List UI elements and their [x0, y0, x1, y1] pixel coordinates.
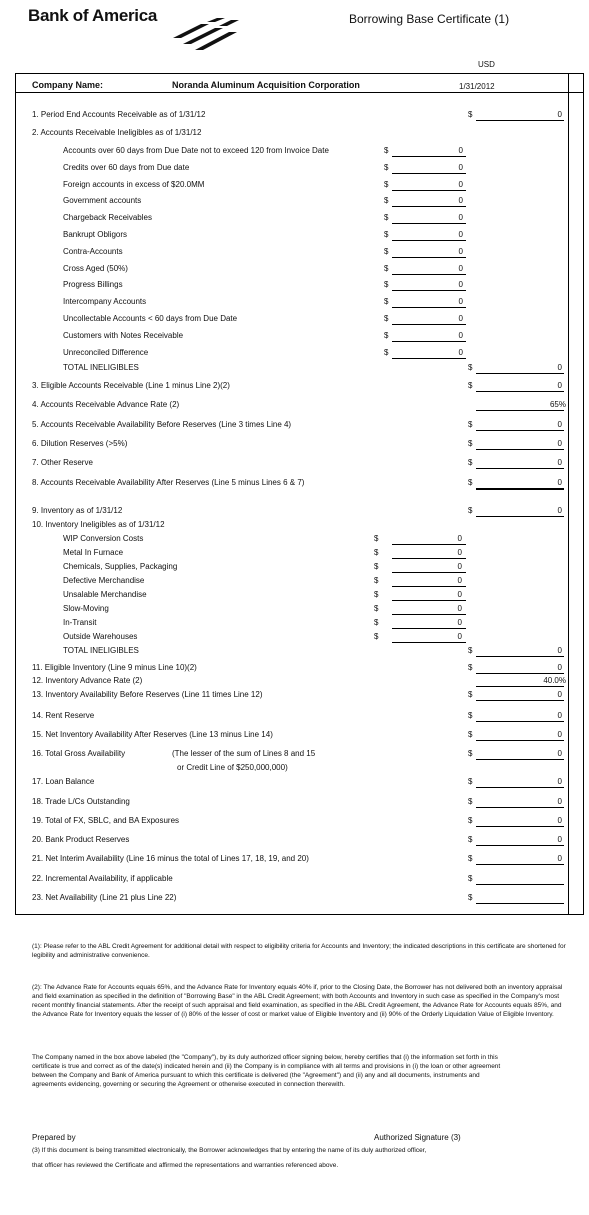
line-6-dollar: $: [468, 439, 473, 448]
ar-ineligible-label: Intercompany Accounts: [63, 297, 147, 307]
ar-ineligible-label: Accounts over 60 days from Due Date not to exceed 120 from Invoice Date: [63, 146, 329, 155]
line-20-label: 20. Bank Product Reserves: [32, 835, 130, 844]
ar-ineligible-label: Bankrupt Obligors: [63, 230, 128, 239]
inv-ineligible-value: 0: [457, 548, 462, 557]
line-5-underline: [476, 430, 564, 431]
line-15-underline: [476, 740, 564, 741]
inv-ineligible-value: 0: [457, 632, 462, 641]
line-17-dollar: $: [468, 777, 473, 786]
line-6-label: 6. Dilution Reserves (>5%): [32, 439, 128, 448]
line-13-value: 0: [557, 690, 562, 699]
line-14-value: 0: [557, 711, 562, 720]
line-16-value: 0: [557, 749, 562, 758]
line-11-value: 0: [557, 663, 562, 672]
inv-ineligible-label: Chemicals, Supplies, Packaging: [63, 562, 178, 571]
line-1-label: 1. Period End Accounts Receivable as of 1/31/12: [32, 110, 206, 119]
ar-ineligible-dollar: $: [384, 330, 389, 340]
line-22-dollar: $: [468, 874, 473, 883]
line-16-note-2: or Credit Line of $250,000,000): [177, 763, 288, 772]
line-4-underline: [476, 410, 564, 411]
line-8-underline: [476, 488, 564, 490]
line-19-label: 19. Total of FX, SBLC, and BA Exposures: [32, 816, 180, 825]
ar-ineligible-underline: [392, 223, 466, 224]
ar-ineligible-value: 0: [458, 146, 463, 155]
line-15-value: 0: [557, 730, 562, 739]
line-4-label: 4. Accounts Receivable Advance Rate (2): [32, 400, 180, 409]
ar-ineligible-dollar: $: [384, 297, 389, 307]
line-10-label: 10. Inventory Ineligibles as of 1/31/12: [32, 520, 165, 529]
ar-ineligible-label: Cross Aged (50%): [63, 263, 128, 273]
authorized-signature-label: Authorized Signature (3): [374, 1133, 461, 1142]
inv-total-ineligibles-label: TOTAL INELIGIBLES: [63, 646, 139, 655]
line-20-dollar: $: [468, 835, 473, 844]
inv-total-ineligibles-value: 0: [557, 646, 562, 655]
line-17-value: 0: [557, 777, 562, 786]
certification-text: The Company named in the box above labeled (the "Company"), by its duly authorized officer signing below, hereby certifies that (i) the information set forth in this certificate is true and correct as of the date(s) indicated herein and (ii) the Company is in compliance with all terms and provisions in (i) the loan or other agreement between the Company and Bank of America pursuant to which this certificate is delivered (the "Agreement") and (ii) any and all documents, instruments and agreements evidencing, governing or securing the Agreement or otherwise executed in connection therewith.: [32, 1054, 501, 1088]
line-7-dollar: $: [468, 458, 473, 467]
line-20-underline: [476, 845, 564, 846]
inv-ineligible-value: 0: [457, 534, 462, 543]
line-5-label: 5. Accounts Receivable Availability Before Reserves (Line 3 times Line 4): [32, 420, 292, 429]
ar-ineligible-label: Progress Billings: [63, 280, 123, 290]
ar-ineligible-underline: [392, 257, 466, 258]
line-14-label: 14. Rent Reserve: [32, 711, 95, 720]
line-1-value: 0: [557, 110, 562, 119]
line-21-dollar: $: [468, 854, 473, 863]
line-5-value: 0: [557, 420, 562, 429]
line-13-label: 13. Inventory Availability Before Reserves (Line 11 times Line 12): [32, 690, 263, 699]
ar-ineligible-value: 0: [458, 280, 463, 290]
line-18-value: 0: [557, 797, 562, 806]
ar-ineligible-dollar: $: [384, 246, 389, 256]
ar-ineligible-underline: [392, 156, 466, 157]
line-23-underline: [476, 903, 564, 904]
ar-ineligible-value: 0: [458, 330, 463, 340]
line-17-underline: [476, 787, 564, 788]
ar-ineligible-value: 0: [458, 213, 463, 223]
inv-ineligible-dollar: $: [374, 562, 379, 571]
prepared-by-label: Prepared by: [32, 1133, 76, 1142]
company-name-label: Company Name:: [32, 80, 104, 90]
ar-ineligible-underline: [392, 274, 466, 275]
line-11-underline: [476, 673, 564, 674]
ar-ineligible-underline: [392, 240, 466, 241]
inv-ineligible-label: Unsalable Merchandise: [63, 590, 147, 599]
footnote-3b: that officer has reviewed the Certificate and affirmed the representations and warranties referenced above.: [32, 1162, 339, 1169]
line-6-value: 0: [557, 439, 562, 448]
ar-ineligible-dollar: $: [384, 280, 389, 290]
bank-logo-text: Bank of America: [28, 6, 158, 25]
header-divider: [15, 92, 584, 93]
ar-ineligible-label: Foreign accounts in excess of $20.0MM: [63, 179, 205, 189]
line-18-underline: [476, 807, 564, 808]
line-16-dollar: $: [468, 749, 473, 758]
ar-ineligible-underline: [392, 307, 466, 308]
inv-ineligible-value: 0: [457, 590, 462, 599]
line-14-underline: [476, 721, 564, 722]
inv-ineligible-dollar: $: [374, 618, 379, 627]
line-7-value: 0: [557, 458, 562, 467]
ar-ineligible-dollar: $: [384, 162, 389, 172]
line-11-label: 11. Eligible Inventory (Line 9 minus Line 10)(2): [32, 663, 197, 672]
line-12-label: 12. Inventory Advance Rate (2): [32, 676, 143, 685]
ar-ineligible-dollar: $: [384, 213, 389, 223]
line-16-label: 16. Total Gross Availability: [32, 749, 126, 758]
inv-ineligible-dollar: $: [374, 548, 379, 557]
line-13-underline: [476, 700, 564, 701]
bank-flag-logo-icon: [173, 18, 243, 50]
line-16-note-1: (The lesser of the sum of Lines 8 and 15: [172, 749, 316, 758]
line-9-dollar: $: [468, 506, 473, 515]
inv-ineligible-underline: [392, 628, 466, 629]
line-8-dollar: $: [468, 478, 473, 487]
line-11-dollar: $: [468, 663, 473, 672]
inv-ineligible-label: Metal In Furnace: [63, 548, 124, 557]
line-21-value: 0: [557, 854, 562, 863]
company-name-value: Noranda Aluminum Acquisition Corporation: [172, 80, 360, 90]
ar-total-ineligibles-underline: [476, 373, 564, 374]
ar-ineligible-underline: [392, 190, 466, 191]
line-22-label: 22. Incremental Availability, if applicable: [32, 874, 173, 883]
ar-ineligible-value: 0: [458, 297, 463, 307]
ar-ineligible-underline: [392, 341, 466, 342]
line-12-underline: [476, 686, 564, 687]
line-9-underline: [476, 516, 564, 517]
footnote-1: (1): Please refer to the ABL Credit Agreement for additional detail with respect to eligibility criteria for Accounts and Inventory; the indicated descriptions in this certificate are shortened for legibility and administrative convenience.: [32, 943, 566, 959]
ar-ineligible-value: 0: [458, 162, 463, 172]
ar-ineligible-dollar: $: [384, 179, 389, 189]
ar-ineligible-underline: [392, 290, 466, 291]
ar-ineligible-label: Government accounts: [63, 196, 142, 206]
ar-total-ineligibles-value: 0: [557, 363, 562, 372]
footnote-3a: (3) If this document is being transmitted electronically, the Borrower acknowledges that by entering the name of its duly authorized officer,: [32, 1147, 427, 1154]
inv-ineligible-dollar: $: [374, 534, 379, 543]
line-9-label: 9. Inventory as of 1/31/12: [32, 506, 123, 515]
inv-ineligible-label: WIP Conversion Costs: [63, 534, 144, 543]
line-3-dollar: $: [468, 381, 473, 390]
ar-ineligible-dollar: $: [384, 263, 389, 273]
inv-ineligible-value: 0: [457, 562, 462, 571]
line-5-dollar: $: [468, 420, 473, 429]
line-3-underline: [476, 391, 564, 392]
ar-ineligible-label: Credits over 60 days from Due date: [63, 162, 190, 172]
ar-ineligible-value: 0: [458, 347, 463, 357]
ar-ineligible-underline: [392, 358, 466, 359]
line-18-label: 18. Trade L/Cs Outstanding: [32, 797, 130, 806]
ar-ineligible-label: Uncollectable Accounts < 60 days from Due Date: [63, 314, 238, 323]
line-23-label: 23. Net Availability (Line 21 plus Line 22): [32, 893, 177, 902]
ar-ineligible-label: Customers with Notes Receivable: [63, 330, 184, 340]
inv-ineligible-dollar: $: [374, 590, 379, 599]
line-8-label: 8. Accounts Receivable Availability After Reserves (Line 5 minus Lines 6 & 7): [32, 478, 305, 487]
ar-ineligible-value: 0: [458, 230, 463, 239]
line-2-label: 2. Accounts Receivable Ineligibles as of 1/31/12: [32, 128, 202, 137]
inv-ineligible-label: Defective Merchandise: [63, 576, 145, 585]
line-15-dollar: $: [468, 730, 473, 739]
inv-ineligible-label: Slow-Moving: [63, 604, 109, 613]
line-16-underline: [476, 759, 564, 760]
inv-total-ineligibles-underline: [476, 656, 564, 657]
line-8-value: 0: [557, 478, 562, 487]
line-20-value: 0: [557, 835, 562, 844]
line-18-dollar: $: [468, 797, 473, 806]
line-9-value: 0: [557, 506, 562, 515]
ar-ineligible-dollar: $: [384, 314, 389, 323]
inv-ineligible-value: 0: [457, 576, 462, 585]
certificate-title: Borrowing Base Certificate (1): [349, 12, 510, 26]
ar-ineligible-underline: [392, 173, 466, 174]
inv-ineligible-value: 0: [457, 618, 462, 627]
ar-ineligible-value: 0: [458, 314, 463, 323]
inv-ineligible-underline: [392, 558, 466, 559]
inv-ineligible-dollar: $: [374, 632, 379, 641]
ar-ineligible-dollar: $: [384, 196, 389, 206]
inv-ineligible-dollar: $: [374, 604, 379, 613]
inv-total-ineligibles-dollar: $: [468, 646, 473, 655]
line-4-value: 65%: [549, 400, 566, 409]
line-21-underline: [476, 864, 564, 865]
line-19-underline: [476, 826, 564, 827]
line-22-underline: [476, 884, 564, 885]
line-19-dollar: $: [468, 816, 473, 825]
inv-ineligible-label: Outside Warehouses: [63, 632, 138, 641]
company-date: 1/31/2012: [459, 82, 495, 91]
inv-ineligible-dollar: $: [374, 576, 379, 585]
line-7-underline: [476, 468, 564, 469]
inv-ineligible-underline: [392, 586, 466, 587]
line-12-value: 40.0%: [543, 676, 566, 685]
ar-ineligible-label: Contra-Accounts: [63, 246, 123, 256]
line-6-underline: [476, 449, 564, 450]
ar-ineligible-dollar: $: [384, 347, 389, 357]
ar-ineligible-value: 0: [458, 179, 463, 189]
inv-ineligible-underline: [392, 642, 466, 643]
line-3-label: 3. Eligible Accounts Receivable (Line 1 minus Line 2)(2): [32, 381, 230, 390]
line-7-label: 7. Other Reserve: [32, 458, 93, 467]
ar-ineligible-value: 0: [458, 246, 463, 256]
line-1-underline: [476, 120, 564, 121]
footnote-2: (2): The Advance Rate for Accounts equals 65%, and the Advance Rate for Inventory equals 40% if, prior to the Closing Date, the Borrower has not delivered both an inventory appraisal and field examination as specified in the definition of "Borrowing Base" in the ABL Credit Agreement; with both Accounts and Inventory in such case as specified in the Company's most recent monthly financial statements. After the receipt of such appraisal and field examination, as specified in the ABL Credit Agreement, the Advance Rate for Accounts equals 85%, and the Advance Rate for Inventory equals the lesser of (i) 80% of the lesser of cost or market value of Eligible Inventory and (ii) 90% of the Orderly Liquidation Value of Eligible Inventory.: [32, 984, 563, 1018]
line-15-label: 15. Net Inventory Availability After Reserves (Line 13 minus Line 14): [32, 730, 273, 739]
inv-ineligible-underline: [392, 614, 466, 615]
line-1-dollar: $: [468, 110, 473, 119]
ar-total-ineligibles-label: TOTAL INELIGIBLES: [63, 363, 139, 372]
line-13-dollar: $: [468, 690, 473, 699]
ar-ineligible-dollar: $: [384, 230, 389, 239]
ar-ineligible-value: 0: [458, 196, 463, 206]
ar-ineligible-label: Unreconciled Difference: [63, 347, 149, 357]
inv-ineligible-underline: [392, 572, 466, 573]
line-23-dollar: $: [468, 893, 473, 902]
currency-label: USD: [478, 60, 495, 69]
line-14-dollar: $: [468, 711, 473, 720]
right-column-divider: [568, 73, 569, 915]
line-17-label: 17. Loan Balance: [32, 777, 95, 786]
ar-ineligible-underline: [392, 206, 466, 207]
ar-ineligible-value: 0: [458, 263, 463, 273]
line-19-value: 0: [557, 816, 562, 825]
inv-ineligible-underline: [392, 600, 466, 601]
inv-ineligible-label: In-Transit: [63, 618, 97, 627]
ar-ineligible-label: Chargeback Receivables: [63, 213, 152, 223]
line-3-value: 0: [557, 381, 562, 390]
ar-total-ineligibles-dollar: $: [468, 363, 473, 372]
ar-ineligible-underline: [392, 324, 466, 325]
ar-ineligible-dollar: $: [384, 146, 389, 155]
inv-ineligible-value: 0: [457, 604, 462, 613]
line-21-label: 21. Net Interim Availability (Line 16 minus the total of Lines 17, 18, 19, and 20): [32, 854, 309, 863]
inv-ineligible-underline: [392, 544, 466, 545]
